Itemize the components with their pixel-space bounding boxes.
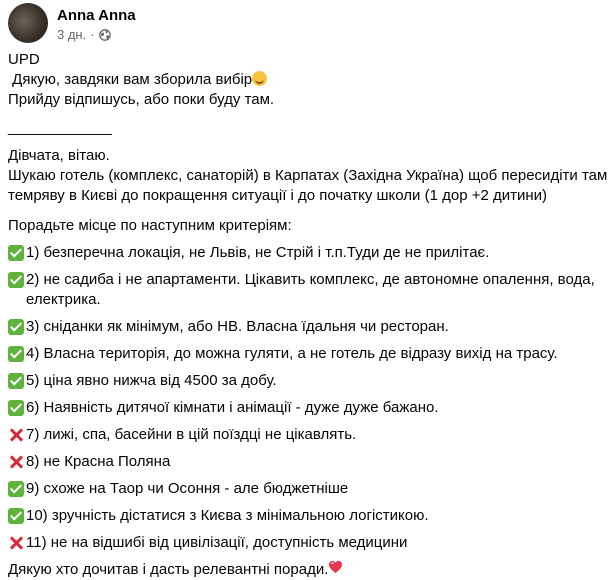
list-item (8, 506, 606, 526)
list-item (8, 479, 606, 499)
post-body (8, 50, 606, 580)
criterion-text: 8) не Красна Поляна (26, 453, 171, 470)
list-item (8, 533, 606, 553)
criterion-text: 2) не садиба і не апартаменти. Цікавить комплекс, де автономне опалення, вода, електрика. (26, 271, 595, 308)
check-mark-icon (8, 481, 24, 497)
list-item (8, 344, 606, 364)
criterion-text: 10) зручність дістатися з Києва з мінімальною логістикою. (26, 507, 429, 524)
check-mark-icon (8, 508, 24, 524)
meta-separator: · (90, 27, 95, 42)
post-meta (57, 27, 111, 42)
criterion-text: 4) Власна територія, до можна гуляти, а не готель де відразу вихід на трасу. (26, 345, 558, 362)
check-mark-icon (8, 272, 24, 288)
list-item (8, 398, 606, 418)
avatar[interactable] (8, 3, 48, 43)
heart-icon (328, 560, 343, 574)
cross-mark-icon (8, 535, 24, 551)
criterion-text: 3) сніданки як мінімум, або НВ. Власна їдальня чи ресторан. (26, 318, 449, 335)
list-item (8, 425, 606, 445)
check-mark-icon (8, 319, 24, 335)
smiling-face-icon (252, 71, 267, 86)
criterion-text: 6) Наявність дитячої кімнати і анімації - дуже дуже бажано. (26, 399, 439, 416)
post-timestamp[interactable]: 3 дн. (57, 27, 87, 42)
criterion-text: 5) ціна явно нижча від 4500 за добу. (26, 372, 277, 389)
closing-text: Дякую хто дочитав і дасть релевантні поради. (8, 561, 329, 578)
come-back-line: Прийду відпишусь, або поки буду там. (8, 91, 275, 108)
cross-mark-icon (8, 427, 24, 443)
check-mark-icon (8, 346, 24, 362)
author-name[interactable]: Anna Anna (57, 7, 136, 24)
list-item (8, 317, 606, 337)
criterion-text: 9) схоже на Таор чи Осоння - але бюджетніше (26, 480, 349, 497)
upd-label: UPD (8, 51, 40, 68)
request-line-1: Шукаю готель (комплекс, санаторій) в Карпатах (Західна Україна) щоб пересидіти там (8, 167, 608, 184)
greeting-line: Дівчата, вітаю. (8, 147, 110, 164)
criterion-text: 7) лижі, спа, басейни в цій поїздці не цікавлять. (26, 426, 357, 443)
check-mark-icon (8, 400, 24, 416)
text-divider: ______________ (8, 119, 111, 136)
check-mark-icon (8, 373, 24, 389)
list-item (8, 270, 606, 310)
globe-icon[interactable] (99, 29, 111, 41)
list-item (8, 243, 606, 263)
list-item (8, 452, 606, 472)
criterion-text: 11) не на відшибі від цивілізації, доступність медицини (26, 534, 408, 551)
list-item (8, 371, 606, 391)
cross-mark-icon (8, 454, 24, 470)
thanks-line (8, 70, 606, 90)
criteria-list (8, 243, 606, 553)
criterion-text: 1) безперечна локація, не Львів, не Стрій і т.п.Туди де не прилітає. (26, 244, 490, 261)
criteria-intro: Порадьте місце по наступним критеріям: (8, 217, 292, 234)
request-line-2: темряву в Києві до покращення ситуації і до початку школи (1 дор +2 дитини) (8, 187, 548, 204)
closing-line (8, 560, 606, 580)
thanks-text: Дякую, завдяки вам зборила вибір (8, 71, 253, 88)
check-mark-icon (8, 245, 24, 261)
